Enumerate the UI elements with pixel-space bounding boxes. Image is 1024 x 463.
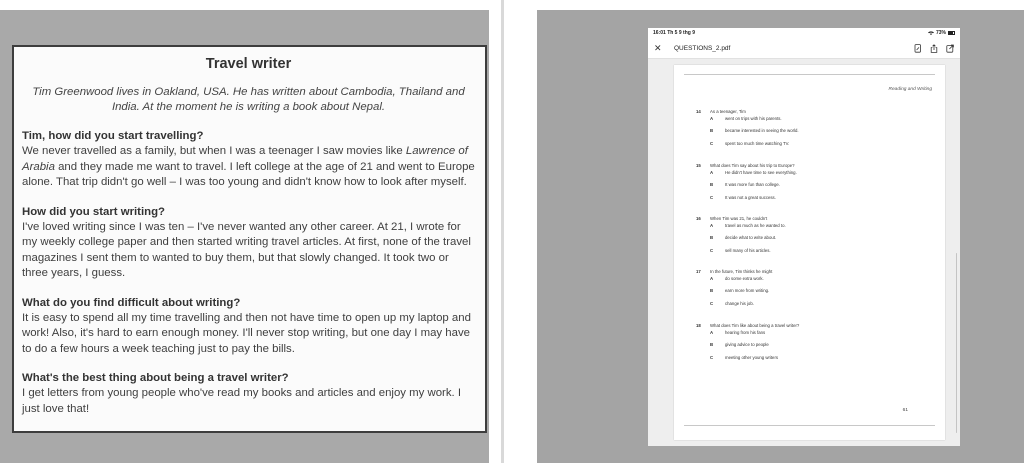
share-icon[interactable] (930, 44, 938, 53)
option (710, 342, 799, 354)
option (710, 288, 772, 300)
option-text: He didn't have time to see everything. (725, 170, 797, 175)
option (710, 223, 786, 235)
option-text: change his job. (725, 300, 754, 306)
movie-title: Lawrence of Arabia (22, 145, 468, 173)
option-text: giving advice to people (725, 342, 769, 348)
option (710, 355, 799, 367)
question-stem (696, 163, 797, 170)
article-section (22, 205, 475, 282)
question-15 (696, 163, 797, 207)
option-text: hearing from his fans (725, 330, 766, 335)
section-answer (22, 144, 475, 191)
question-14 (696, 109, 799, 153)
toolbar-actions (914, 44, 954, 53)
section-question: What do you find difficult about writing? (22, 296, 241, 309)
image-divider (501, 0, 504, 463)
question-stem (696, 323, 799, 330)
section-answer: I get letters from young people who've read my books and articles and enjoy my work. I just love that! (22, 387, 462, 415)
section-question: What's the best thing about being a travel writer? (22, 372, 289, 384)
status-bar (648, 28, 960, 38)
status-time-date (653, 30, 695, 36)
option-letter: A (710, 116, 714, 121)
question-number: 18 (696, 323, 701, 328)
option-letter: A (710, 276, 714, 281)
status-date: Th 5 9 thg 9 (667, 30, 695, 36)
page-number: 61 (902, 408, 908, 413)
answer-text: and they made me want to travel. I left college at the age of 21 and went to Europe alone. That trip didn't go well – I was too young and didn't know how to look after myself. (22, 160, 475, 188)
article-section (22, 296, 475, 358)
option-text: It was more fun than college. (725, 182, 780, 188)
close-icon[interactable]: ✕ (654, 42, 662, 53)
option-letter: C (710, 140, 714, 146)
document-filename: QUESTIONS_2.pdf (674, 44, 731, 52)
section-question: How did you start writing? (22, 205, 166, 218)
viewer-toolbar (648, 38, 960, 59)
question-number: 14 (696, 109, 701, 114)
option-letter: C (710, 247, 714, 253)
article-sheet (12, 45, 487, 433)
wifi-icon (928, 31, 934, 35)
option (710, 195, 797, 207)
option (710, 248, 786, 260)
question-number: 16 (696, 216, 701, 221)
question-text: What does Tim like about being a travel writer? (710, 323, 800, 328)
question-text: In the future, Tim thinks he might (710, 269, 773, 274)
battery-icon (948, 31, 955, 35)
pdf-viewer-screen (648, 28, 960, 446)
option (710, 330, 799, 342)
top-rule (684, 74, 935, 75)
pdf-page (674, 65, 945, 440)
option-text: It was not a great success. (725, 194, 776, 200)
open-external-icon[interactable] (946, 44, 954, 53)
status-time: 16:01 (653, 30, 666, 36)
question-stem (696, 109, 799, 116)
option-text: spent too much time watching TV. (725, 140, 790, 146)
option (710, 141, 799, 153)
option (710, 170, 797, 182)
option-letter: C (710, 194, 714, 200)
article-intro: Tim Greenwood lives in Oakland, USA. He has written about Cambodia, Thailand and India. At the moment he is writing a book about Nepal. (32, 86, 465, 113)
article-section (22, 129, 475, 191)
section-answer: I've loved writing since I was ten – I've never wanted any other career. At 21, I wrote for my weekly college paper and then started writing travel articles. At first, none of the travel magazines I sent them to wanted to buy them, but that slowly changed. It took two or three years, I guess. (22, 220, 471, 279)
option-text: do some extra work. (725, 276, 764, 281)
question-text: As a teenager, Tim (710, 109, 746, 114)
option-letter: B (710, 182, 714, 188)
question-17 (696, 269, 772, 313)
option-letter: C (710, 354, 714, 360)
section-question: Tim, how did you start travelling? (22, 130, 204, 142)
scrollbar[interactable] (956, 253, 958, 433)
option-text: sell many of his articles. (725, 247, 771, 253)
option-letter: C (710, 300, 714, 306)
option-letter: B (710, 288, 714, 294)
question-stem (696, 269, 772, 276)
option-letter: A (710, 170, 714, 175)
bottom-rule (684, 425, 935, 426)
question-number: 15 (696, 163, 701, 168)
option (710, 128, 799, 140)
question-number: 17 (696, 269, 701, 274)
option-text: meeting other young writers (725, 354, 779, 360)
option (710, 182, 797, 194)
markup-icon[interactable] (914, 44, 922, 53)
option-text: earn more from writing. (725, 288, 770, 294)
question-text: What does Tim say about his trip to Europe? (710, 163, 795, 168)
option-letter: B (710, 128, 714, 134)
article-section (22, 371, 475, 417)
option (710, 235, 786, 247)
option (710, 276, 772, 288)
option-letter: A (710, 330, 714, 335)
question-text: When Tim was 21, he couldn't (710, 216, 768, 221)
option (710, 301, 772, 313)
article-title: Travel writer (205, 56, 292, 72)
option (710, 116, 799, 128)
option-text: went on trips with his parents. (725, 116, 782, 121)
question-stem (696, 216, 786, 223)
page-header: Reading and Writing (888, 87, 932, 92)
battery-percent: 73% (935, 30, 946, 36)
question-18 (696, 323, 799, 367)
option-text: became interested in seeing the world. (725, 128, 799, 134)
option-letter: A (710, 223, 714, 228)
option-letter: B (710, 342, 714, 348)
option-letter: B (710, 235, 714, 241)
option-text: decide what to write about. (725, 235, 777, 241)
question-16 (696, 216, 786, 260)
status-right (928, 30, 955, 36)
answer-text: We never travelled as a family, but when I was a teenager I saw movies like (22, 145, 406, 157)
section-answer: It is easy to spend all my time travelling and then not have time to open up my laptop and work! Also, it's hard to earn enough money. I'll never stop writing, but one day I may have to do a few hours a week teaching just to pay the bills. (22, 311, 471, 355)
option-text: travel as much as he wanted to. (725, 223, 786, 228)
